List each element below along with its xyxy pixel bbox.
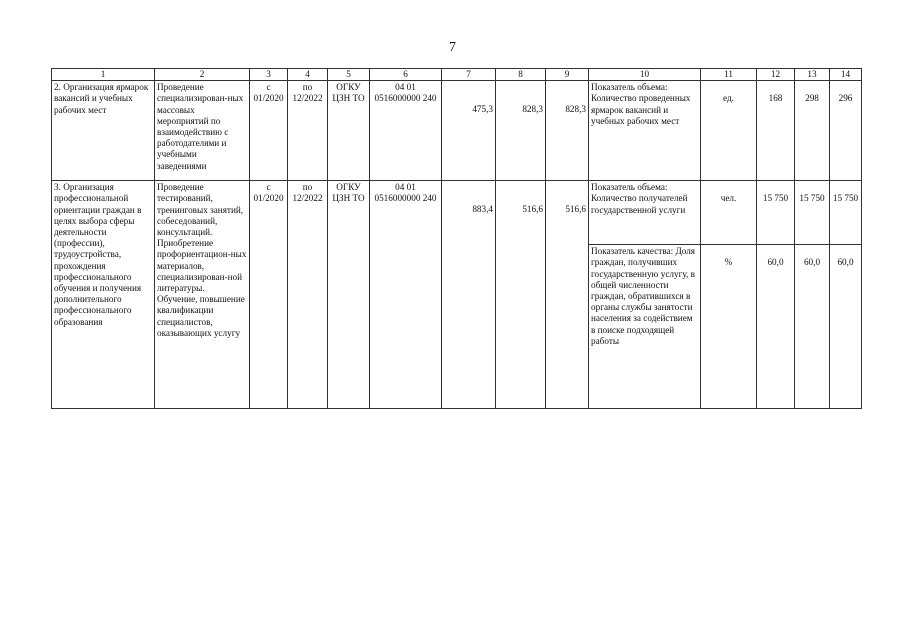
indicator-value-1: 60,0 — [757, 245, 795, 409]
indicator-unit: чел. — [701, 181, 757, 245]
header-cell: 6 — [370, 69, 442, 81]
header-cell: 10 — [589, 69, 701, 81]
start-date: с 01/2020 — [250, 181, 288, 409]
header-cell: 14 — [830, 69, 862, 81]
amount-1: 883,4 — [442, 181, 496, 409]
activity-name: 2. Организация ярмарок вакансий и учебных рабочих мест — [52, 81, 155, 181]
indicator-name: Показатель качества: Доля граждан, получивших государственную услугу, в общей численности граждан, обратившихся в органы службы занятости населения за содействием в поиске подходящей работы — [589, 245, 701, 409]
indicator-value-2: 298 — [795, 81, 830, 181]
indicator-value-2: 15 750 — [795, 181, 830, 245]
executor: ОГКУ ЦЗН ТО — [328, 181, 370, 409]
amount-1: 475,3 — [442, 81, 496, 181]
activity-name: 3. Организация профессиональной ориентации граждан в целях выбора сферы деятельности (профессии), трудоустройства, прохождения профессионального обучения и получения дополнительного профессионального образования — [52, 181, 155, 409]
budget-code: 04 01 0516000000 240 — [370, 81, 442, 181]
activity-content: Проведение специализирован-ных массовых мероприятий по взаимодействию с работодателями и учебными заведениями — [155, 81, 250, 181]
header-cell: 13 — [795, 69, 830, 81]
indicator-unit: % — [701, 245, 757, 409]
header-cell: 1 — [52, 69, 155, 81]
header-cell: 12 — [757, 69, 795, 81]
start-date: с 01/2020 — [250, 81, 288, 181]
table-row — [52, 181, 862, 245]
header-cell: 2 — [155, 69, 250, 81]
indicator-value-3: 296 — [830, 81, 862, 181]
header-cell: 5 — [328, 69, 370, 81]
activity-content: Проведение тестирований, тренинговых занятий, собеседований, консультаций. Приобретение профориентацион-ных материалов, специализирован-ной литературы. Обучение, повышение квалификации специалистов, оказывающих услугу — [155, 181, 250, 409]
indicator-value-2: 60,0 — [795, 245, 830, 409]
indicator-name: Показатель объема: Количество проведенных ярмарок вакансий и учебных рабочих мест — [589, 81, 701, 181]
indicator-value-1: 168 — [757, 81, 795, 181]
page-number: 7 — [449, 40, 456, 55]
indicator-value-3: 60,0 — [830, 245, 862, 409]
table-row — [52, 81, 862, 181]
header-cell: 8 — [496, 69, 546, 81]
amount-2: 516,6 — [496, 181, 546, 409]
executor: ОГКУ ЦЗН ТО — [328, 81, 370, 181]
budget-code: 04 01 0516000000 240 — [370, 181, 442, 409]
indicator-unit: ед. — [701, 81, 757, 181]
end-date: по 12/2022 — [288, 81, 328, 181]
end-date: по 12/2022 — [288, 181, 328, 409]
amount-3: 516,6 — [546, 181, 589, 409]
indicator-value-1: 15 750 — [757, 181, 795, 245]
indicator-name: Показатель объема: Количество получателей государственной услуги — [589, 181, 701, 245]
amount-2: 828,3 — [496, 81, 546, 181]
header-cell: 7 — [442, 69, 496, 81]
header-cell: 4 — [288, 69, 328, 81]
header-cell: 11 — [701, 69, 757, 81]
amount-3: 828,3 — [546, 81, 589, 181]
header-cell: 3 — [250, 69, 288, 81]
header-cell: 9 — [546, 69, 589, 81]
header-row — [52, 69, 862, 81]
indicator-value-3: 15 750 — [830, 181, 862, 245]
program-table — [51, 68, 862, 409]
